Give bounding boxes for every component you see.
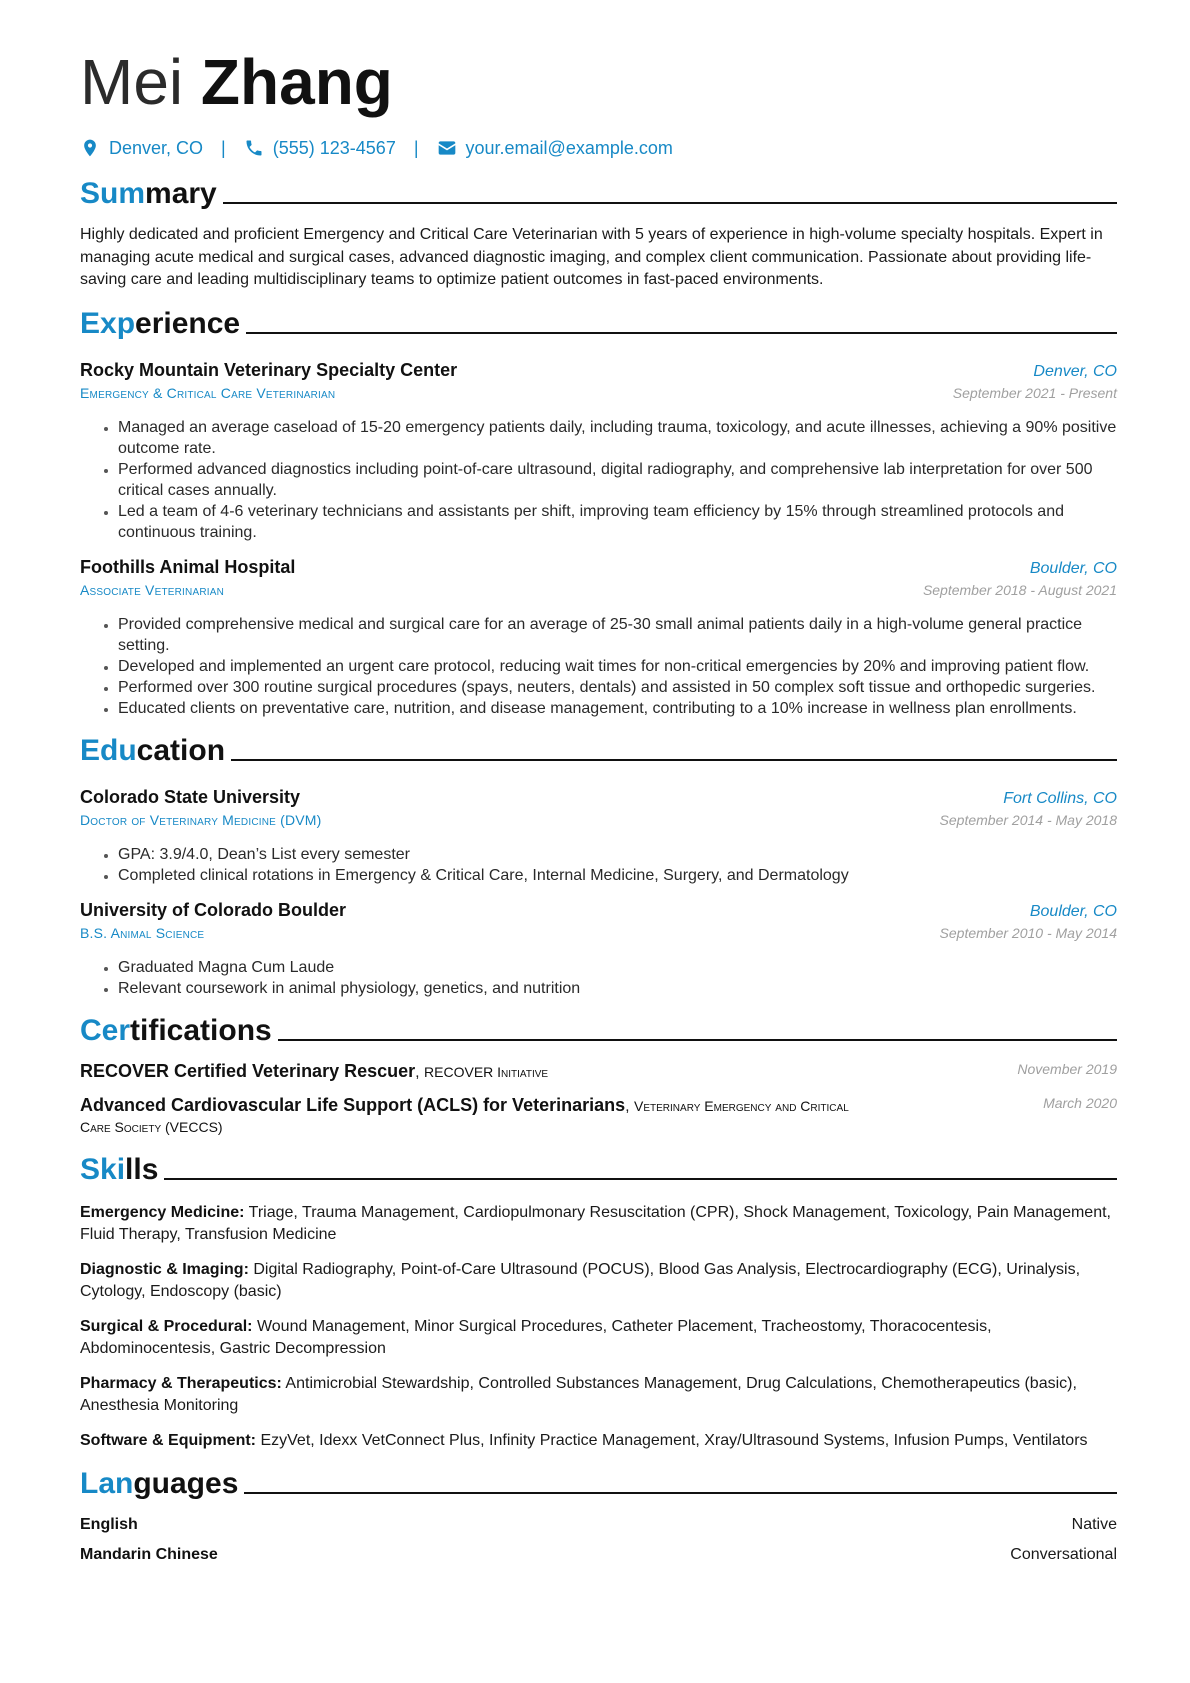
heading-rule [244,1492,1117,1494]
heading-rule [164,1178,1117,1180]
heading-rule [223,202,1117,204]
entry-role: Doctor of Veterinary Medicine (DVM) [80,811,322,828]
certification-date: March 2020 [1043,1094,1117,1111]
skill-group [80,1316,1117,1361]
bullet-item: • Graduated Magna Cum Laude [118,957,1117,978]
heading-rest: tifications [130,1013,272,1047]
certification-title: Advanced Cardiovascular Life Support (ACLS) for Veterinarians [80,1094,626,1115]
location-text: Denver, CO [109,137,204,158]
bullet-item: • Developed and implemented an urgent care protocol, reducing wait times for non-critical emergencies by 20% and improving patient flow. [118,656,1117,677]
entry-location: Boulder, CO [1029,559,1117,577]
language-item [80,1516,1117,1534]
skill-text: Antimicrobial Stewardship, Controlled Substances Management, Drug Calculations, Chemotherapeutics (basic), Anesthesia Monitoring [80,1374,1077,1414]
entry-dates: September 2021 - Present [952,384,1117,401]
skill-group [80,1430,1117,1453]
skill-group [80,1259,1117,1304]
contact-phone[interactable] [244,138,396,159]
heading-accent: Edu [80,733,137,767]
heading-rule [246,332,1117,334]
skill-label: Surgical & Procedural: [80,1317,253,1335]
envelope-icon [437,138,457,158]
bullet-item: • Relevant coursework in animal physiology, genetics, and nutrition [118,978,1117,999]
entry-location: Boulder, CO [1029,902,1117,920]
skill-text: EzyVet, Idexx VetConnect Plus, Infinity Practice Management, Xray/Ultrasound Systems, Infusion Pumps, Ventilators [260,1431,1088,1449]
first-name: Mei [80,46,184,118]
entry-dates: September 2018 - August 2021 [922,581,1117,598]
phone-icon [244,138,264,158]
language-level: Native [1071,1516,1117,1533]
experience-list [80,360,1117,719]
heading-accent: Sum [80,177,146,210]
skill-label: Software & Equipment: [80,1431,257,1449]
bullet-item: • Led a team of 4-6 veterinary technicians and assistants per shift, improving team efficiency by 15% through streamlined protocols and continuous training. [118,501,1117,543]
certification-item: Advanced Cardiovascular Life Support (ACLS) for Veterinarians, Veterinary Emergency and Critical Care Society (VECCS) March 2020 [80,1094,1117,1135]
heading-rest: cation [136,733,226,767]
entry-dates: September 2010 - May 2014 [939,924,1117,941]
education-heading [80,733,1117,769]
entry-role: Emergency & Critical Care Veterinarian [80,384,336,401]
entry-organization: Foothills Animal Hospital [80,556,296,577]
experience-entry [80,557,1117,719]
skill-text: Wound Management, Minor Surgical Procedures, Catheter Placement, Tracheostomy, Thoracocentesis, Abdominocentesis, Gastric Decompression [80,1317,992,1357]
entry-location: Fort Collins, CO [1003,789,1117,807]
heading-rule [278,1039,1117,1041]
skill-group [80,1202,1117,1247]
contact-email[interactable] [437,138,673,159]
certification-date: November 2019 [1017,1060,1117,1077]
certifications-list [80,1061,1117,1138]
skill-label: Pharmacy & Therapeutics: [80,1374,282,1392]
resume-page [80,44,1117,1564]
heading-accent: Lan [80,1467,134,1500]
last-name: Zhang [200,46,393,118]
certification-title: RECOVER Certified Veterinary Rescuer [80,1060,416,1081]
phone-text: (555) 123-4567 [272,137,396,158]
entry-bullets [80,957,1117,999]
summary-heading [80,176,1117,212]
certifications-heading [80,1013,1117,1049]
entry-organization: Rocky Mountain Veterinary Specialty Center [80,359,458,380]
entry-role: B.S. Animal Science [80,924,205,941]
entry-organization: University of Colorado Boulder [80,899,347,920]
bullet-item: • Managed an average caseload of 15-20 emergency patients daily, including trauma, toxicology, and acute illnesses, achieving a 90% positive outcome rate. [118,417,1117,459]
certification-item: RECOVER Certified Veterinary Rescuer, RECOVER Initiative November 2019 [80,1060,1117,1081]
heading-rest: guages [133,1467,239,1500]
skill-group [80,1373,1117,1418]
heading-accent: Cer [80,1013,131,1047]
summary-text: Highly dedicated and proficient Emergency and Critical Care Veterinarian with 5 years of experience in high-volume specialty hospitals. Expert in managing acute medical and surgical cases, advanced diagnostic imaging, and complex client communication. Passionate about providing life-saving care and leading multidisciplinary teams to optimize patient outcomes in fast-paced environments. [80,226,1103,288]
heading-accent: Ski [80,1152,126,1186]
contact-location [80,138,203,159]
entry-bullets [80,844,1117,886]
contact-line [80,134,1117,162]
bullet-item: • Performed over 300 routine surgical procedures (spays, neuters, dentals) and assisted in 50 complex soft tissue and orthopedic surgeries. [118,677,1117,698]
bullet-item: • GPA: 3.9/4.0, Dean’s List every semester [118,844,1117,865]
experience-heading [80,306,1117,342]
education-entry [80,787,1117,886]
bullet-item: • Performed advanced diagnostics including point-of-care ultrasound, digital radiography, and comprehensive lab interpretation for over 500 critical cases annually. [118,459,1117,501]
contact-separator: | [221,137,226,158]
bullet-item: • Educated clients on preventative care, nutrition, and disease management, contributing to a 10% increase in wellness plan enrollments. [118,698,1117,719]
experience-entry [80,360,1117,543]
skill-label: Diagnostic & Imaging: [80,1260,249,1278]
skill-text: Digital Radiography, Point-of-Care Ultrasound (POCUS), Blood Gas Analysis, Electrocardiography (ECG), Urinalysis, Cytology, Endoscopy (basic) [80,1260,1081,1300]
education-list [80,787,1117,999]
language-name: Mandarin Chinese [80,1546,218,1563]
heading-rest: lls [125,1152,159,1186]
certification-issuer: Veterinary Emergency and Critical Care Society (VECCS) [80,1097,849,1135]
entry-bullets [80,614,1117,719]
heading-accent: Exp [80,306,136,340]
candidate-name [80,44,1117,120]
skills-list [80,1202,1117,1453]
bullet-item: • Provided comprehensive medical and surgical care for an average of 25-30 small animal patients daily in a high-volume general practice setting. [118,614,1117,656]
entry-dates: September 2014 - May 2018 [939,811,1117,828]
entry-organization: Colorado State University [80,786,301,807]
contact-separator: | [413,137,419,158]
map-pin-icon [80,138,100,158]
email-link: your.email@example.com [465,137,673,158]
languages-list [80,1516,1117,1564]
language-item [80,1546,1117,1564]
entry-location: Denver, CO [1033,362,1117,380]
heading-rest: mary [145,177,217,210]
skills-heading [80,1152,1117,1188]
language-name: English [80,1516,138,1533]
bullet-item: • Completed clinical rotations in Emergency & Critical Care, Internal Medicine, Surgery, and Dermatology [118,865,1117,886]
skill-text: Triage, Trauma Management, Cardiopulmonary Resuscitation (CPR), Shock Management, Toxicology, Pain Management, Fluid Therapy, Transfusion Medicine [80,1203,1111,1243]
entry-bullets [80,417,1117,543]
language-level: Conversational [1010,1546,1117,1563]
education-entry [80,900,1117,999]
entry-role: Associate Veterinarian [80,581,225,598]
heading-rule [231,759,1117,761]
certification-issuer: RECOVER Initiative [424,1063,549,1080]
languages-heading [80,1466,1117,1502]
skill-label: Emergency Medicine: [80,1203,245,1221]
heading-rest: erience [135,306,241,340]
